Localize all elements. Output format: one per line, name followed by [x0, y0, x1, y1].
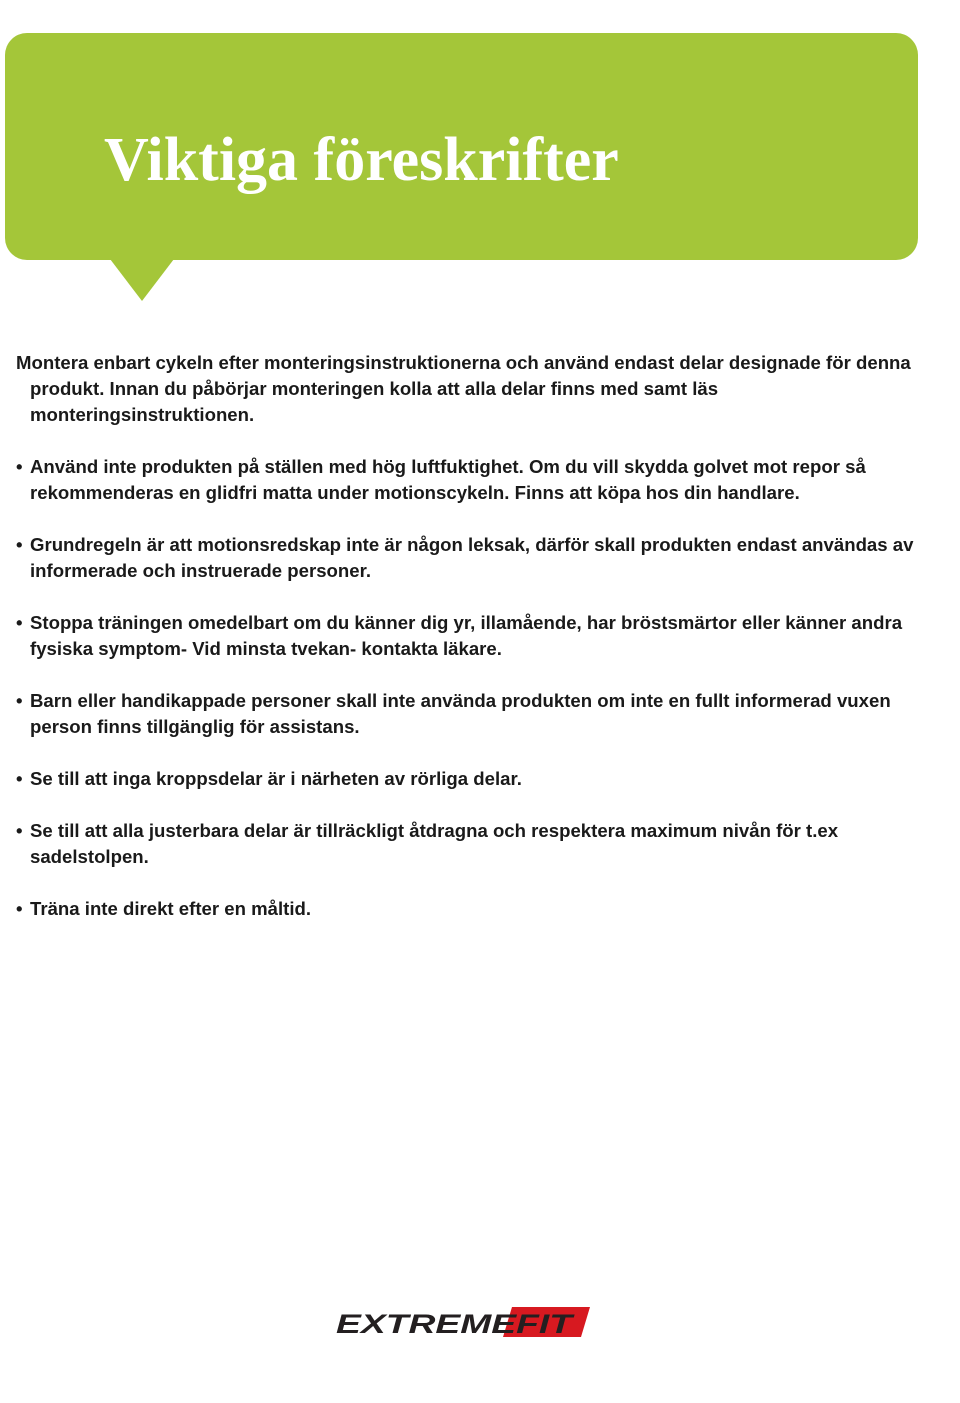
bullet: • [16, 534, 23, 555]
safety-rules-list [16, 454, 931, 922]
bullet: • [16, 820, 23, 841]
instructions-body [16, 350, 931, 948]
rule-text: Träna inte direkt efter en måltid. [30, 898, 312, 919]
bullet: • [16, 768, 23, 789]
rule-text: Stoppa träningen omedelbart om du känner dig yr, illamående, har bröstsmärtor eller känner andra fysiska symptom- Vid minsta tvekan- kontakta läkare. [30, 612, 903, 659]
extremefit-logo [334, 1305, 590, 1339]
intro-paragraph: Montera enbart cykeln efter monteringsinstruktionerna och använd endast delar designade för denna produkt. Innan du påbörjar monteringen kolla att alla delar finns med samt läs monteringsinstruktionen. [16, 352, 911, 425]
list-item [16, 818, 931, 870]
bullet: • [16, 612, 23, 633]
list-item [16, 610, 931, 662]
bullet: • [16, 690, 23, 711]
list-item [16, 532, 931, 584]
rule-text: Barn eller handikappade personer skall inte använda produkten om inte en fullt informerad vuxen person finns tillgänglig för assistans. [30, 690, 891, 737]
rule-text: Se till att alla justerbara delar är tillräckligt åtdragna och respektera maximum nivån för t.ex sadelstolpen. [30, 820, 839, 867]
rule-text: Använd inte produkten på ställen med hög luftfuktighet. Om du vill skydda golvet mot repor så rekommenderas en glidfri matta under motionscykeln. Finns att köpa hos din handlare. [30, 456, 866, 503]
bullet: • [16, 898, 23, 919]
list-item [16, 688, 931, 740]
bullet: • [16, 456, 23, 477]
rule-text: Grundregeln är att motionsredskap inte är någon leksak, därför skall produkten endast användas av informerade och instruerade personer. [30, 534, 914, 581]
rule-text: Se till att inga kroppsdelar är i närheten av rörliga delar. [30, 768, 522, 789]
list-item [16, 454, 931, 506]
list-item [16, 896, 931, 922]
page-title: Viktiga föreskrifter [104, 126, 619, 194]
logo-wordmark: EXTREMEFIT [336, 1309, 576, 1339]
list-item [16, 766, 931, 792]
banner-pointer [110, 259, 174, 301]
